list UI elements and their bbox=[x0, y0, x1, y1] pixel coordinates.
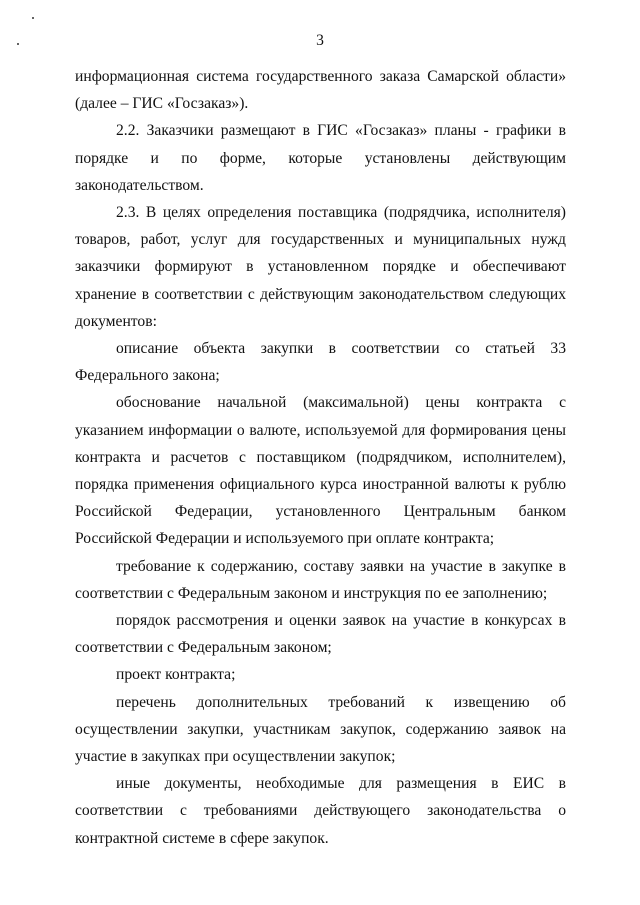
paragraph: иные документы, необходимые для размещения в ЕИС в соответствии с требованиями действующего законодательства о контрактной системе в сфере закупок. bbox=[75, 775, 566, 847]
paragraph: перечень дополнительных требований к извещению об осуществлении закупки, участникам закупок, содержанию заявок на участие в закупках при осуществлении закупок; bbox=[75, 693, 566, 766]
paragraph: 2.3. В целях определения поставщика (подрядчика, исполнителя) товаров, работ, услуг для государственных и муниципальных нужд заказчики формируют в установленном порядке и обеспечивают хранение в соответствии с действующим законодательством следующих документов: bbox=[75, 204, 566, 330]
body-text bbox=[75, 63, 566, 852]
paragraph: описание объекта закупки в соответствии со статьей 33 Федерального закона; bbox=[75, 340, 566, 385]
paragraph: порядок рассмотрения и оценки заявок на участие в конкурсах в соответствии с Федеральным законом; bbox=[75, 612, 566, 657]
paragraph: обоснование начальной (максимальной) цены контракта с указанием информации о валюте, используемой для формирования цены контракта и расчетов с поставщиком (подрядчиком, исполнителем), порядка применения официального курса иностранной валюты к рублю Российской Федерации, установленного Центральным банком Российской Федерации и используемого при оплате контракта; bbox=[75, 394, 566, 548]
paragraph: 2.2. Заказчики размещают в ГИС «Госзаказ» планы - графики в порядке и по форме, которые установлены действующим законодательством. bbox=[75, 122, 566, 194]
paragraph: информационная система государственного заказа Самарской области» (далее – ГИС «Госзаказ»). bbox=[75, 68, 566, 113]
paragraph: требование к содержанию, составу заявки на участие в закупке в соответствии с Федеральным законом и инструкция по ее заполнению; bbox=[75, 557, 566, 602]
scan-speck bbox=[32, 17, 34, 19]
page-number: 3 bbox=[316, 32, 324, 49]
paragraph: проект контракта; bbox=[116, 666, 236, 684]
